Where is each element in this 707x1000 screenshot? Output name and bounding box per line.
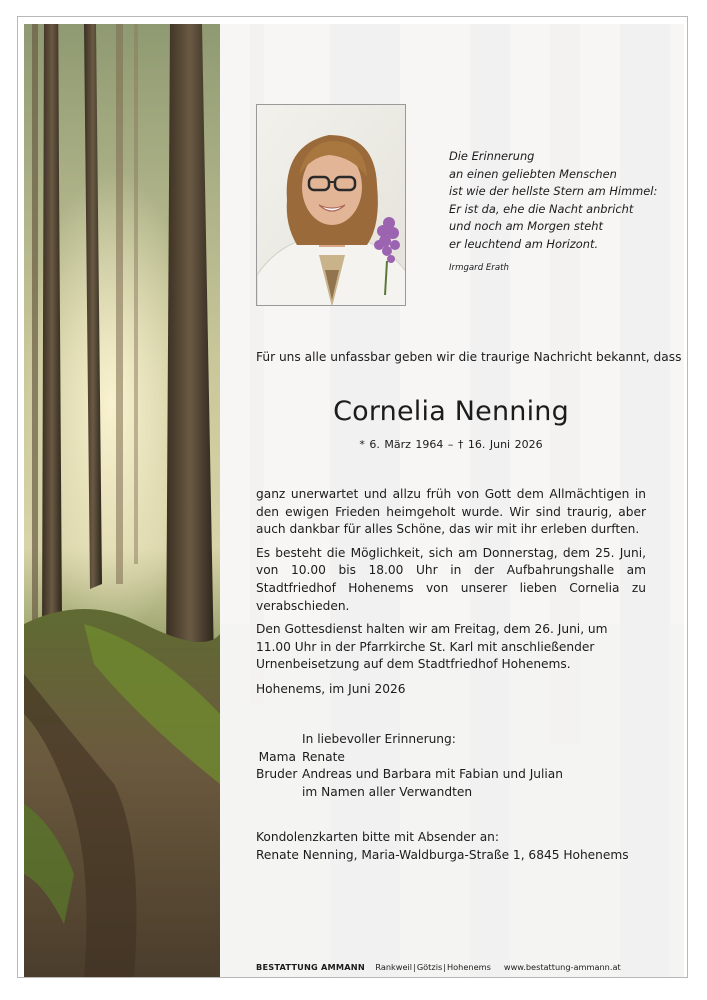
mourner-names: Renate <box>302 749 345 764</box>
poem-author: Irmgard Erath <box>449 262 509 273</box>
footer-location: Hohenems <box>447 962 491 972</box>
poem-line: Er ist da, ehe die Nacht anbricht <box>449 201 634 216</box>
mourners-closing-row <box>256 784 656 802</box>
mourner-relation: Mama <box>258 749 296 764</box>
condolence-line: Kondolenzkarten bitte mit Absender an: <box>256 830 499 844</box>
mourner-relation: Bruder <box>256 767 298 782</box>
mourners-list <box>256 731 656 801</box>
footer-location: Götzis <box>416 962 443 972</box>
mourners-heading: In liebevoller Erinnerung: <box>302 732 456 746</box>
mourner-row <box>256 749 656 767</box>
memorial-poem <box>449 148 689 277</box>
poem-line: ist wie der hellste Stern am Himmel: <box>449 184 658 199</box>
condolence-address <box>256 829 656 864</box>
funeral-home-brand: BESTATTUNG AMMANN <box>256 962 365 972</box>
life-dates: * 6. März 1964 – † 16. Juni 2026 <box>359 438 543 451</box>
body-paragraph: Den Gottesdienst halten wir am Freitag, dem 26. Juni, um 11.00 Uhr in der Pfarrkirche St. Karl mit anschließender Urnenbeisetzung auf dem Stadtfriedhof Hohenems. <box>256 622 608 672</box>
portrait-photo <box>256 104 406 306</box>
poem-line: an einen geliebten Menschen <box>449 166 617 181</box>
announcement-intro: Für uns alle unfassbar geben wir die traurige Nachricht bekannt, dass <box>256 350 682 364</box>
poem-line: und noch am Morgen steht <box>449 219 603 234</box>
poem-line: Die Erinnerung <box>449 149 535 163</box>
place-date: Hohenems, im Juni 2026 <box>256 682 406 696</box>
body-paragraph: ganz unerwartet und allzu früh von Gott dem Allmächtigen in den ewigen Frieden heimgeholt wurde. Wir sind traurig, aber auch dankbar für alles Schöne, das wir mit ihr erleben durften. <box>256 487 646 537</box>
mourners-heading-row <box>256 731 656 749</box>
mourner-row <box>256 766 656 784</box>
forest-photo <box>24 24 220 977</box>
body-paragraph: Es besteht die Möglichkeit, sich am Donnerstag, dem 25. Juni, von 10.00 bis 18.00 Uhr in der Aufbahrungshalle am Stadtfriedhof Hohenems von unserer lieben Cornelia zu verabschieden. <box>256 545 646 613</box>
mourners-closing: im Namen aller Verwandten <box>302 784 473 799</box>
condolence-address-line: Renate Nenning, Maria-Waldburga-Straße 1, 6845 Hohenems <box>256 847 629 862</box>
poem-line: er leuchtend am Horizont. <box>449 236 599 251</box>
footer-location: Rankweil <box>375 962 413 972</box>
deceased-name: Cornelia Nenning <box>333 396 569 427</box>
mourner-names: Andreas und Barbara mit Fabian und Julian <box>302 767 563 782</box>
announcement-body <box>256 486 646 680</box>
footer: BESTATTUNG AMMANN Rankweil|Götzis|Hohenems www.bestattung-ammann.at <box>256 962 621 972</box>
website-link[interactable]: www.bestattung-ammann.at <box>503 962 621 972</box>
